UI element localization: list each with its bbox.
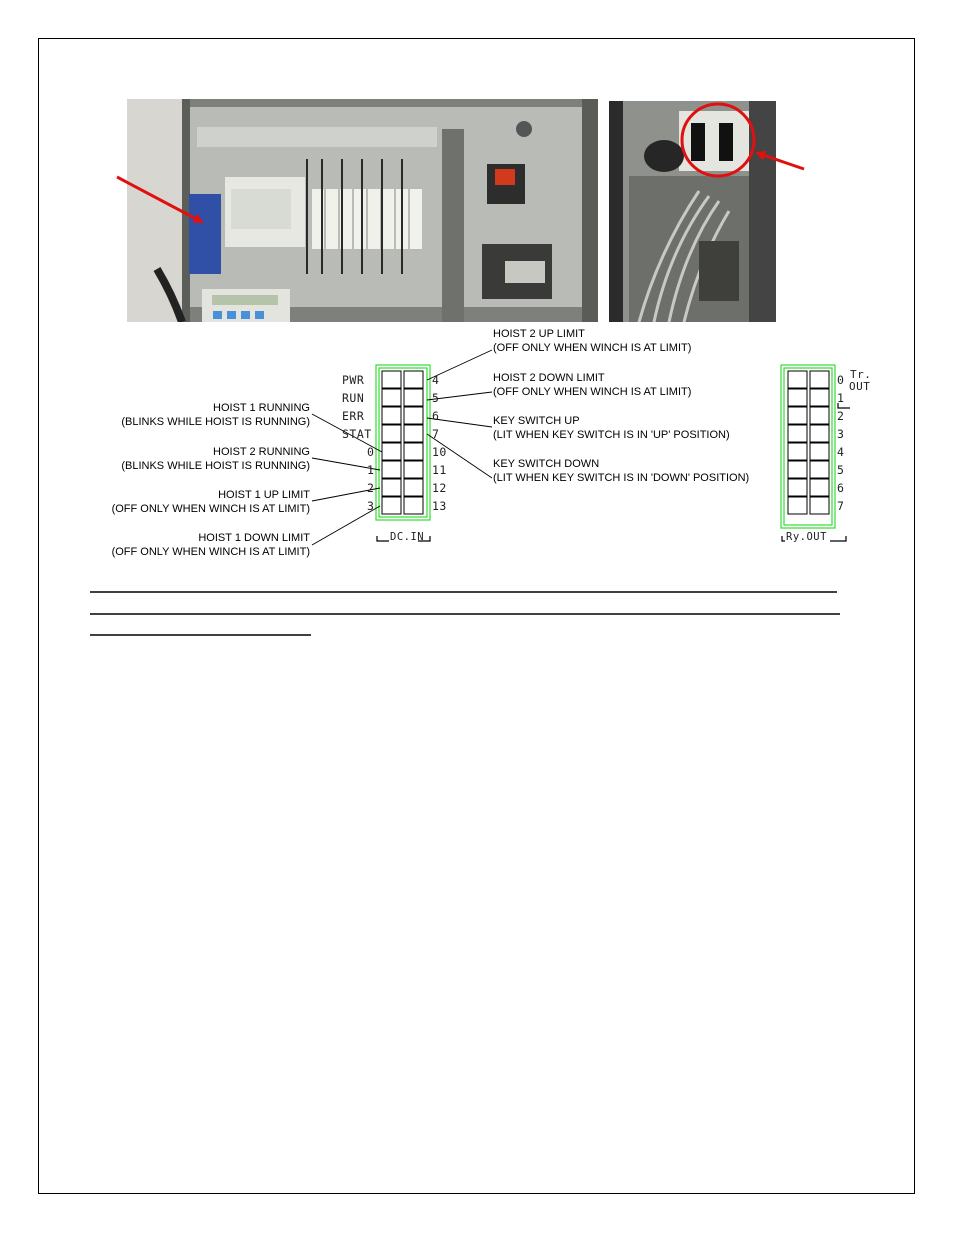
callout-key-switch-up [493, 414, 730, 442]
status-label-run: RUN [342, 391, 365, 405]
callout-hoist1-up [112, 488, 310, 516]
status-label-stat: STAT [342, 427, 372, 441]
callout-title: HOIST 2 DOWN LIMIT [493, 372, 605, 384]
callout-arrow-right [757, 153, 804, 169]
output-number-3: 3 [837, 427, 845, 441]
output-number-1: 1 [837, 391, 845, 405]
input-number-0: 0 [367, 445, 375, 459]
input-number-2: 2 [367, 481, 375, 495]
callout-hoist1-down [112, 531, 310, 559]
input-number-13: 13 [432, 499, 447, 513]
callout-title: HOIST 2 RUNNING [213, 446, 310, 458]
input-number-4: 4 [432, 373, 440, 387]
callout-subtitle: (LIT WHEN KEY SWITCH IS IN 'DOWN' POSITION) [493, 472, 750, 484]
dc-in-caption: DC.IN [390, 531, 425, 543]
output-number-2: 2 [837, 409, 845, 423]
input-number-11: 11 [432, 463, 447, 477]
ry-out-caption: Ry.OUT [786, 531, 827, 543]
callout-hoist2-running [121, 445, 310, 473]
callout-title: HOIST 1 UP LIMIT [218, 489, 310, 501]
callout-hoist2-up [493, 327, 691, 355]
input-number-12: 12 [432, 481, 447, 495]
output-number-4: 4 [837, 445, 845, 459]
output-number-7: 7 [837, 499, 845, 513]
dc-in-led-block [376, 365, 430, 541]
tr-label: Tr. [850, 368, 872, 381]
output-number-6: 6 [837, 481, 845, 495]
status-label-pwr: PWR [342, 373, 365, 387]
callout-hoist2-down [493, 371, 691, 399]
input-number-6: 6 [432, 409, 440, 423]
output-number-0: 0 [837, 373, 845, 387]
callout-title: HOIST 1 DOWN LIMIT [198, 532, 310, 544]
callout-title: KEY SWITCH DOWN [493, 458, 600, 470]
callout-subtitle: (OFF ONLY WHEN WINCH IS AT LIMIT) [111, 546, 310, 558]
input-number-10: 10 [432, 445, 447, 459]
callout-subtitle: (OFF ONLY WHEN WINCH IS AT LIMIT) [493, 386, 692, 398]
callout-subtitle: (OFF ONLY WHEN WINCH IS AT LIMIT) [111, 503, 310, 515]
callout-subtitle: (LIT WHEN KEY SWITCH IS IN 'UP' POSITION) [493, 429, 730, 441]
callout-title: HOIST 2 UP LIMIT [493, 328, 585, 340]
callout-subtitle: (BLINKS WHILE HOIST IS RUNNING) [121, 460, 310, 472]
callout-title: HOIST 1 RUNNING [213, 402, 310, 414]
input-number-7: 7 [432, 427, 440, 441]
callout-arrow-left [117, 177, 202, 222]
callout-key-switch-down [493, 457, 749, 485]
input-number-3: 3 [367, 499, 375, 513]
out-label: OUT [849, 380, 871, 393]
input-number-5: 5 [432, 391, 440, 405]
callout-title: KEY SWITCH UP [493, 415, 580, 427]
callout-subtitle: (OFF ONLY WHEN WINCH IS AT LIMIT) [493, 342, 692, 354]
callout-subtitle: (BLINKS WHILE HOIST IS RUNNING) [121, 416, 310, 428]
status-label-err: ERR [342, 409, 365, 423]
led-indicator-circle [682, 104, 754, 176]
output-number-5: 5 [837, 463, 845, 477]
callout-hoist1-running [121, 401, 310, 429]
input-number-1: 1 [367, 463, 375, 477]
